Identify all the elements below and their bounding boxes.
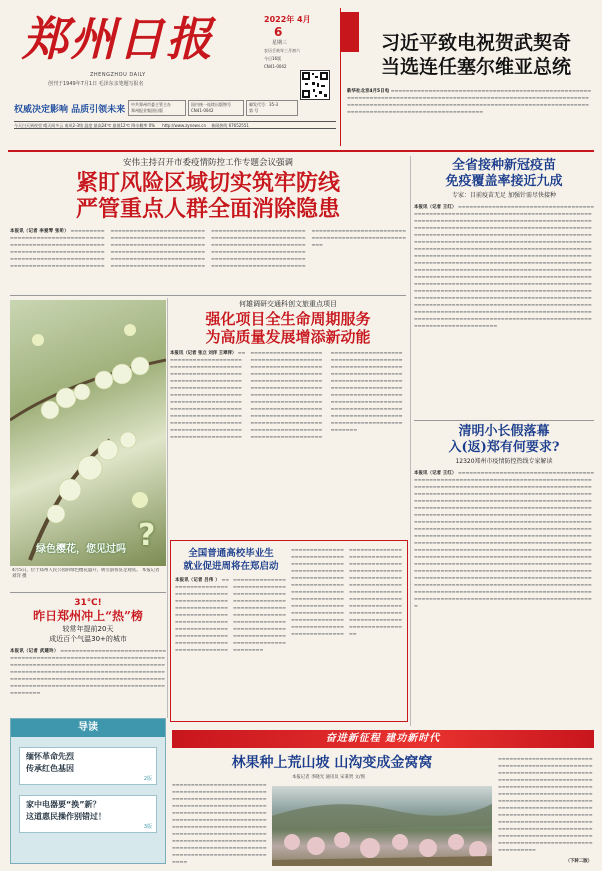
lead-story-kicker: 安伟主持召开市委疫情防控工作专题会议强调	[122, 158, 293, 168]
photo-feature	[10, 300, 166, 590]
qingming-title-2: 入(返)郑有何要求?	[448, 440, 560, 455]
forest-story	[172, 752, 594, 866]
lunar-date: 农历壬寅年三月初六	[264, 48, 300, 53]
forest-fill-left: ▬▬▬▬▬▬▬▬▬▬▬▬▬▬▬▬▬▬▬▬▬▬▬▬▬▬▬▬▬▬▬▬▬▬▬▬▬▬▬▬▬▬▬▬▬▬▬▬▬▬▬▬▬▬▬▬▬▬▬▬▬▬▬▬▬▬▬▬▬▬▬▬▬▬▬▬▬▬▬▬▬▬▬▬▬▬▬▬▬▬▬▬▬▬▬▬▬▬▬▬▬▬▬▬▬▬▬▬▬▬▬▬▬▬▬▬▬▬▬▬▬▬▬▬▬▬▬▬▬▬▬▬▬▬▬▬▬▬▬▬▬▬▬▬▬▬▬▬▬▬▬▬▬▬▬▬▬▬▬▬▬▬▬▬▬▬▬▬▬▬▬▬▬▬▬▬▬▬▬▬▬▬▬▬▬▬▬▬▬▬▬▬▬▬▬▬▬▬▬▬▬▬▬▬▬▬▬▬▬▬▬▬▬▬▬▬▬▬▬▬▬▬▬▬▬▬▬▬▬▬▬▬▬▬▬▬▬▬▬▬▬▬▬▬▬▬▬▬▬▬▬▬▬▬▬▬▬▬▬▬▬▬▬▬▬▬▬▬▬▬▬▬▬▬▬▬▬▬▬	[172, 782, 267, 864]
guide-box	[10, 718, 166, 864]
founding-info: 创刊于1949年7月1日 毛泽东亲笔题写报名	[48, 81, 144, 87]
photo-caption: 4月5日，位于郑州人民公园的绿色樱花盛开，吸引游客驻足观赏。 本报记者 刘洋 摄	[12, 568, 160, 579]
qr-code	[300, 70, 330, 100]
employment-story	[170, 540, 408, 722]
covid-dateline: 本报讯（记者 王红）	[414, 205, 457, 210]
qingming-dateline: 本报讯（记者 王红）	[414, 471, 457, 476]
info-box-1-line1: 中共郑州市委主管主办	[131, 102, 171, 107]
covid-title-1: 全省接种新冠疫苗	[451, 158, 556, 173]
weather-title: 昨日郑州冲上“热”榜	[33, 609, 143, 623]
forest-title: 林果种上荒山坡 山沟变成金窝窝	[231, 755, 433, 771]
info-box-2-line1: 国内统一连续出版物号	[191, 102, 231, 107]
qingming-story	[414, 424, 594, 724]
orchard-illustration	[272, 786, 492, 866]
guide-header-text: 导读	[78, 722, 98, 733]
info-box-3-line2: 第 号	[249, 108, 259, 113]
covid-title-2: 免疫覆盖率接近九成	[445, 174, 563, 189]
second-story-title-1: 强化项目全生命周期服务	[205, 310, 371, 328]
weather-story-fill: ▬▬▬▬▬▬▬▬▬▬▬▬▬▬▬▬▬▬▬▬▬▬▬▬▬▬▬▬▬▬▬▬▬▬▬▬▬▬▬▬▬▬▬▬▬▬▬▬▬▬▬▬▬▬▬▬▬▬▬▬▬▬▬▬▬▬▬▬▬▬▬▬▬▬▬▬▬▬▬▬▬▬▬▬▬▬▬▬▬▬▬▬▬▬▬▬▬▬▬▬▬▬▬▬▬▬▬▬▬▬▬▬▬▬▬▬▬▬▬▬▬▬▬▬▬▬▬▬▬▬▬▬▬▬▬▬▬▬▬▬▬▬▬▬▬▬▬▬▬▬▬▬▬▬▬▬▬▬▬▬▬▬▬▬▬▬▬▬▬▬▬▬▬▬▬▬▬▬▬▬▬▬▬▬▬▬▬▬▬▬▬▬▬▬▬▬▬▬▬▬▬▬▬▬▬▬▬▬▬▬▬▬▬▬▬▬▬▬▬▬▬▬▬▬▬▬▬▬▬▬▬▬▬▬▬▬▬▬▬▬▬	[10, 648, 166, 695]
second-story-fill: ▬▬▬▬▬▬▬▬▬▬▬▬▬▬▬▬▬▬▬▬▬▬▬▬▬▬▬▬▬▬▬▬▬▬▬▬▬▬▬▬▬▬▬▬▬▬▬▬▬▬▬▬▬▬▬▬▬▬▬▬▬▬▬▬▬▬▬▬▬▬▬▬▬▬▬▬▬▬▬▬▬▬▬▬▬▬▬▬▬▬▬▬▬▬▬▬▬▬▬▬▬▬▬▬▬▬▬▬▬▬▬▬▬▬▬▬▬▬▬▬▬▬▬▬▬▬▬▬▬▬▬▬▬▬▬▬▬▬▬▬▬▬▬▬▬▬▬▬▬▬▬▬▬▬▬▬▬▬▬▬▬▬▬▬▬▬▬▬▬▬▬▬▬▬▬▬▬▬▬▬▬▬▬▬▬▬▬▬▬▬▬▬▬▬▬▬▬▬▬▬▬▬▬▬▬▬▬▬▬▬▬▬▬▬▬▬▬▬▬▬▬▬▬▬▬▬▬▬▬▬▬▬▬▬▬▬▬▬▬▬▬▬▬▬▬▬▬▬▬▬▬▬▬▬▬▬▬▬▬▬▬▬▬▬▬▬▬▬▬▬▬▬▬▬▬▬▬▬▬▬▬▬▬▬▬▬▬▬▬▬▬▬▬▬▬▬▬▬▬▬▬▬▬▬▬▬▬▬▬▬▬▬▬▬▬▬▬▬▬▬▬▬▬▬▬▬▬▬▬▬▬▬▬▬▬▬▬▬▬▬▬▬▬▬▬▬▬▬▬▬▬▬▬▬▬▬▬▬▬▬▬▬▬▬▬▬▬▬▬▬▬▬▬▬▬▬▬▬▬▬▬▬▬▬▬▬▬▬▬▬▬▬▬▬▬▬▬▬▬▬▬▬▬▬▬▬▬▬▬▬▬▬▬▬▬▬▬▬▬▬▬▬▬▬▬▬▬▬▬▬▬▬▬▬▬▬▬▬▬▬▬▬▬▬▬▬▬▬▬▬▬▬▬▬▬▬▬▬▬▬▬▬▬▬▬▬▬▬▬▬▬▬▬▬▬▬▬▬▬▬▬▬▬▬▬▬▬▬▬▬▬▬▬▬▬▬▬▬▬▬▬▬▬▬▬▬▬▬▬▬▬▬▬▬▬▬▬▬▬▬▬▬▬▬▬▬▬▬▬▬▬▬▬▬▬▬▬▬▬▬▬▬▬▬▬▬▬▬▬▬▬▬▬▬▬▬▬▬▬▬▬▬▬▬▬▬▬▬▬▬▬▬▬▬▬▬▬▬▬▬▬▬▬▬▬▬▬▬▬▬▬▬▬▬▬▬▬▬▬▬▬▬▬▬▬▬▬▬▬▬▬▬▬▬▬▬▬▬▬▬▬▬▬▬▬▬▬▬▬▬▬▬▬▬▬▬▬▬▬▬▬▬▬▬▬▬▬▬▬▬▬▬▬▬▬▬▬▬▬▬▬▬▬▬▬▬▬▬▬▬▬▬▬▬▬▬▬▬▬▬▬▬▬▬▬▬▬▬▬▬▬▬▬	[170, 350, 403, 439]
forest-body-left	[172, 782, 268, 864]
top-story-body	[347, 88, 591, 144]
employment-fill-right: ▬▬▬▬▬▬▬▬▬▬▬▬▬▬▬▬▬▬▬▬▬▬▬▬▬▬▬▬▬▬▬▬▬▬▬▬▬▬▬▬▬▬▬▬▬▬▬▬▬▬▬▬▬▬▬▬▬▬▬▬▬▬▬▬▬▬▬▬▬▬▬▬▬▬▬▬▬▬▬▬▬▬▬▬▬▬▬▬▬▬▬▬▬▬▬▬▬▬▬▬▬▬▬▬▬▬▬▬▬▬▬▬▬▬▬▬▬▬▬▬▬▬▬▬▬▬▬▬▬▬▬▬▬▬▬▬▬▬▬▬▬▬▬▬▬▬▬▬▬▬▬▬▬▬▬▬▬▬▬▬▬▬▬▬▬▬▬▬▬▬▬▬▬▬▬▬▬▬▬▬▬▬▬▬▬▬▬▬▬▬▬▬▬▬▬▬▬▬▬▬▬▬▬▬▬▬▬▬▬▬▬▬▬▬▬▬▬▬▬▬▬▬▬▬▬▬▬▬▬▬▬▬▬▬▬▬▬▬▬▬▬▬▬▬▬▬▬▬▬▬▬▬▬▬▬▬▬▬▬▬▬▬▬▬▬▬▬▬▬▬▬▬▬▬▬▬▬▬▬▬▬▬▬▬▬▬▬▬▬▬▬▬▬▬▬▬▬▬▬▬▬▬▬▬▬▬▬▬▬▬▬▬▬▬▬▬▬▬▬▬▬▬▬▬▬▬▬▬▬▬▬▬▬▬▬▬▬▬▬▬▬▬▬▬▬▬▬▬▬▬▬▬	[291, 547, 402, 636]
logo-pinyin: ZHENGZHOU DAILY	[90, 72, 146, 78]
lead-story-title-2: 严管重点人群全面消除隐患	[75, 196, 340, 222]
second-story	[170, 298, 406, 538]
right-column-rule	[414, 420, 594, 421]
weather-story-dateline: 本报讯（记者 武建玲）	[10, 649, 59, 654]
weather-story	[10, 598, 166, 714]
banner-text: 奋进新征程 建功新时代	[325, 733, 441, 744]
info-box-1	[128, 100, 186, 116]
masthead-divider	[8, 150, 594, 152]
employment-dateline: 本报讯（记者 吕伟 ）	[175, 578, 220, 583]
top-story-title-2: 当选连任塞尔维亚总统	[380, 56, 571, 78]
forest-photo	[272, 786, 492, 866]
weather-temp: 31℃!	[74, 598, 102, 608]
top-story-fill: ▬▬▬▬▬▬▬▬▬▬▬▬▬▬▬▬▬▬▬▬▬▬▬▬▬▬▬▬▬▬▬▬▬▬▬▬▬▬▬▬▬▬▬▬▬▬▬▬▬▬▬▬▬▬▬▬▬▬▬▬▬▬▬▬▬▬▬▬▬▬▬▬▬▬▬▬▬▬▬▬▬▬▬▬▬▬▬▬▬▬▬▬▬▬▬▬▬▬▬▬▬▬▬▬▬▬▬▬▬▬▬▬▬▬▬▬▬▬▬▬▬▬▬▬▬▬▬▬▬▬▬▬▬▬▬▬▬▬▬▬▬▬▬▬▬▬▬▬▬▬▬▬▬▬▬▬▬▬▬▬▬▬▬▬▬▬▬▬▬▬▬▬▬▬▬▬▬▬▬▬▬▬▬▬▬▬▬▬▬▬▬▬▬▬▬▬▬▬▬▬▬▬▬▬▬▬▬▬▬▬▬▬▬▬▬▬▬	[347, 88, 591, 114]
guide-item-1-line1: 缅怀革命先烈	[26, 752, 74, 761]
weather-sub-2: 成近百个气温30+的城市	[49, 635, 127, 643]
employment-body-left	[175, 577, 287, 717]
top-story-flag	[341, 12, 359, 52]
photo-bottom-rule	[10, 592, 166, 593]
newspaper-logo: 郑州日报	[22, 12, 214, 66]
covid-subtitle: 专家：目前疫苗无足 加强针需尽快接种	[452, 192, 556, 199]
theme-banner	[172, 730, 594, 748]
forest-continued: （下转二版）	[565, 859, 592, 864]
qingming-title-1: 清明小长假落幕	[458, 424, 550, 439]
guide-item-2-page: 3版	[143, 824, 152, 830]
weather-text: 今天白天到夜里 晴天间多云 南风2-3级 温度 最高24℃ 最低12℃ 降水概率 0%	[14, 123, 155, 128]
covid-story-body	[414, 204, 594, 416]
date-year-month: 2022年 4月	[264, 15, 311, 24]
employment-title-2: 就业促进周将在郑启动	[183, 561, 279, 572]
forest-byline: 本报记者 李晓光 通讯员 宋秉贤 文/图	[292, 775, 365, 780]
lead-story-dateline: 本报讯（记者 李爱琴 张昕）	[10, 229, 69, 234]
second-story-dateline: 本报讯（记者 张立 刘洋 王翠萍）	[170, 351, 237, 356]
top-story-dateline: 新华社北京4月5日电	[347, 89, 390, 94]
second-story-kicker: 何雄调研交通科创文旅重点项目	[239, 300, 337, 308]
lead-story-fill: ▬▬▬▬▬▬▬▬▬▬▬▬▬▬▬▬▬▬▬▬▬▬▬▬▬▬▬▬▬▬▬▬▬▬▬▬▬▬▬▬▬▬▬▬▬▬▬▬▬▬▬▬▬▬▬▬▬▬▬▬▬▬▬▬▬▬▬▬▬▬▬▬▬▬▬▬▬▬▬▬▬▬▬▬▬▬▬▬▬▬▬▬▬▬▬▬▬▬▬▬▬▬▬▬▬▬▬▬▬▬▬▬▬▬▬▬▬▬▬▬▬▬▬▬▬▬▬▬▬▬▬▬▬▬▬▬▬▬▬▬▬▬▬▬▬▬▬▬▬▬▬▬▬▬▬▬▬▬▬▬▬▬▬▬▬▬▬▬▬▬▬▬▬▬▬▬▬▬▬▬▬▬▬▬▬▬▬▬▬▬▬▬▬▬▬▬▬▬▬▬▬▬▬▬▬▬▬▬▬▬▬▬▬▬▬▬▬▬▬▬▬▬▬▬▬▬▬▬▬▬▬▬▬▬▬▬▬▬▬▬▬▬▬▬▬▬▬▬▬▬▬▬▬▬▬▬▬▬▬▬▬▬▬▬▬▬▬▬▬▬▬▬▬▬▬▬▬▬▬▬▬▬▬▬▬▬▬▬▬▬▬▬▬▬▬▬▬▬▬▬▬▬▬▬▬▬▬▬▬▬▬▬▬▬▬▬▬▬▬▬▬▬▬▬▬▬▬▬▬▬▬▬▬▬▬▬▬▬▬▬▬▬▬▬▬▬▬▬▬▬▬▬▬▬▬▬▬▬▬▬▬▬▬▬▬▬▬▬▬▬▬▬▬▬▬▬▬▬▬▬▬▬▬▬▬▬▬▬▬▬▬▬▬▬▬▬▬▬▬▬▬▬▬▬▬▬▬▬▬▬▬▬▬▬▬▬▬▬▬▬▬▬▬▬▬▬▬▬▬▬▬▬▬▬▬▬▬▬▬▬▬▬▬▬▬▬▬▬▬▬▬▬▬▬▬▬▬▬▬▬▬▬▬▬▬▬▬▬▬▬▬▬▬▬▬▬▬▬▬▬▬▬▬▬▬▬▬	[10, 228, 406, 268]
date-day: 6	[274, 25, 283, 39]
guide-item-2-line1: 家中电器要“换”新？	[26, 800, 101, 809]
guide-item-1-page: 2版	[143, 776, 152, 782]
qr-code-icon	[301, 71, 329, 99]
guide-item-2[interactable]	[19, 795, 157, 833]
qingming-story-body	[414, 470, 594, 722]
qingming-subtitle: 12320郑州市疫情防控热线专家解读	[455, 458, 553, 465]
info-box-3	[246, 100, 298, 116]
guide-item-1[interactable]	[19, 747, 157, 785]
cherry-blossom-photo	[10, 300, 166, 566]
cn-code: CN41-0042	[264, 64, 287, 69]
employment-body-right	[291, 547, 403, 717]
column-divider-right	[410, 156, 411, 726]
employment-title-block	[175, 547, 287, 573]
forest-body-right	[498, 756, 594, 856]
second-story-title-2: 为高质量发展增添新动能	[205, 328, 371, 346]
lead-story	[10, 156, 406, 292]
covid-story	[414, 158, 594, 418]
qingming-fill: ▬▬▬▬▬▬▬▬▬▬▬▬▬▬▬▬▬▬▬▬▬▬▬▬▬▬▬▬▬▬▬▬▬▬▬▬▬▬▬▬▬▬▬▬▬▬▬▬▬▬▬▬▬▬▬▬▬▬▬▬▬▬▬▬▬▬▬▬▬▬▬▬▬▬▬▬▬▬▬▬▬▬▬▬▬▬▬▬▬▬▬▬▬▬▬▬▬▬▬▬▬▬▬▬▬▬▬▬▬▬▬▬▬▬▬▬▬▬▬▬▬▬▬▬▬▬▬▬▬▬▬▬▬▬▬▬▬▬▬▬▬▬▬▬▬▬▬▬▬▬▬▬▬▬▬▬▬▬▬▬▬▬▬▬▬▬▬▬▬▬▬▬▬▬▬▬▬▬▬▬▬▬▬▬▬▬▬▬▬▬▬▬▬▬▬▬▬▬▬▬▬▬▬▬▬▬▬▬▬▬▬▬▬▬▬▬▬▬▬▬▬▬▬▬▬▬▬▬▬▬▬▬▬▬▬▬▬▬▬▬▬▬▬▬▬▬▬▬▬▬▬▬▬▬▬▬▬▬▬▬▬▬▬▬▬▬▬▬▬▬▬▬▬▬▬▬▬▬▬▬▬▬▬▬▬▬▬▬▬▬▬▬▬▬▬▬▬▬▬▬▬▬▬▬▬▬▬▬▬▬▬▬▬▬▬▬▬▬▬▬▬▬▬▬▬▬▬▬▬▬▬▬▬▬▬▬▬▬▬▬▬▬▬▬▬▬▬▬▬▬▬▬▬▬▬▬▬▬▬▬▬▬▬▬▬▬▬▬▬▬▬▬▬▬▬▬▬▬▬▬▬▬▬▬▬▬▬▬▬▬▬▬▬▬▬▬▬▬▬▬▬▬▬▬▬▬▬▬▬▬▬▬▬▬▬▬▬▬▬▬▬▬▬▬▬▬▬▬▬▬▬▬▬▬▬▬▬▬▬▬▬▬▬▬▬▬▬▬▬▬▬▬▬▬▬▬▬▬▬▬▬▬▬▬▬▬▬▬▬▬▬▬▬▬▬▬▬▬▬▬▬▬▬▬▬▬▬▬▬▬▬▬▬▬▬▬▬▬▬▬▬▬▬▬▬▬▬▬▬▬▬▬▬▬▬▬▬▬▬▬▬▬▬▬▬▬▬▬▬▬▬▬▬▬▬▬▬▬▬▬▬▬▬▬▬▬▬▬▬▬▬▬▬▬▬▬▬▬▬▬▬▬▬▬▬▬▬▬▬▬▬▬▬▬▬▬▬▬▬▬▬▬▬▬▬▬▬▬▬▬▬▬▬▬▬▬▬▬▬▬▬▬▬▬▬▬▬▬▬▬▬▬▬▬▬▬▬▬▬▬▬▬▬▬▬▬▬▬▬▬▬▬▬▬▬▬▬▬▬▬▬▬▬▬▬▬▬▬▬▬▬▬▬▬▬▬▬▬▬▬▬▬▬▬▬▬▬▬▬▬▬▬▬▬▬▬▬▬▬▬▬▬▬▬▬▬▬▬▬▬▬▬▬▬▬▬▬▬▬▬▬▬▬▬▬▬▬▬▬▬▬▬▬▬▬▬▬▬▬▬▬▬▬▬▬▬▬▬▬▬▬▬▬▬▬▬▬▬▬▬▬▬▬▬▬▬▬▬▬▬▬▬▬▬▬▬▬▬▬▬▬▬▬▬▬▬▬▬▬▬▬▬▬▬▬▬▬▬▬▬▬▬▬▬▬▬▬▬▬▬▬▬▬▬▬▬▬▬▬▬▬▬▬▬▬▬▬▬▬▬▬▬▬▬▬▬▬▬▬▬▬▬▬▬▬▬▬▬▬▬▬▬▬▬▬▬▬▬▬▬▬▬▬▬▬▬▬▬▬▬▬▬▬▬▬▬▬▬▬▬▬▬▬▬▬▬▬▬▬▬▬▬▬▬▬▬▬▬▬▬▬▬▬	[414, 470, 594, 608]
photo-column-divider	[167, 298, 168, 718]
hotline-text: 新闻热线 67652551	[211, 123, 249, 128]
edition-info: 今日16版	[264, 56, 282, 61]
info-box-2	[188, 100, 244, 116]
info-box-2-line2: CN41-0042	[191, 108, 214, 113]
forest-fill-right: ▬▬▬▬▬▬▬▬▬▬▬▬▬▬▬▬▬▬▬▬▬▬▬▬▬▬▬▬▬▬▬▬▬▬▬▬▬▬▬▬▬▬▬▬▬▬▬▬▬▬▬▬▬▬▬▬▬▬▬▬▬▬▬▬▬▬▬▬▬▬▬▬▬▬▬▬▬▬▬▬▬▬▬▬▬▬▬▬▬▬▬▬▬▬▬▬▬▬▬▬▬▬▬▬▬▬▬▬▬▬▬▬▬▬▬▬▬▬▬▬▬▬▬▬▬▬▬▬▬▬▬▬▬▬▬▬▬▬▬▬▬▬▬▬▬▬▬▬▬▬▬▬▬▬▬▬▬▬▬▬▬▬▬▬▬▬▬▬▬▬▬▬▬▬▬▬▬▬▬▬▬▬▬▬▬▬▬▬▬▬▬▬▬▬▬▬▬▬▬▬▬▬▬▬▬▬▬▬▬▬▬▬▬▬▬▬▬▬▬▬▬▬▬▬▬▬▬▬▬▬▬▬▬▬▬▬▬▬▬▬▬▬▬▬▬▬▬▬▬▬▬▬▬▬▬▬▬▬▬▬▬▬▬▬▬▬▬▬▬▬▬▬▬▬▬▬▬▬▬▬▬▬▬▬▬▬▬▬▬▬▬▬▬▬▬▬▬▬▬▬▬▬▬▬▬▬▬▬▬▬▬▬▬▬▬▬▬▬▬▬▬▬▬▬▬▬▬▬▬▬▬▬▬▬▬	[498, 756, 593, 852]
lead-story-body	[10, 228, 406, 292]
photo-title: 绿色樱花，您见过吗	[36, 544, 126, 555]
second-story-body	[170, 350, 406, 536]
employment-title-1: 全国普通高校毕业生	[188, 548, 274, 559]
covid-fill: ▬▬▬▬▬▬▬▬▬▬▬▬▬▬▬▬▬▬▬▬▬▬▬▬▬▬▬▬▬▬▬▬▬▬▬▬▬▬▬▬▬▬▬▬▬▬▬▬▬▬▬▬▬▬▬▬▬▬▬▬▬▬▬▬▬▬▬▬▬▬▬▬▬▬▬▬▬▬▬▬▬▬▬▬▬▬▬▬▬▬▬▬▬▬▬▬▬▬▬▬▬▬▬▬▬▬▬▬▬▬▬▬▬▬▬▬▬▬▬▬▬▬▬▬▬▬▬▬▬▬▬▬▬▬▬▬▬▬▬▬▬▬▬▬▬▬▬▬▬▬▬▬▬▬▬▬▬▬▬▬▬▬▬▬▬▬▬▬▬▬▬▬▬▬▬▬▬▬▬▬▬▬▬▬▬▬▬▬▬▬▬▬▬▬▬▬▬▬▬▬▬▬▬▬▬▬▬▬▬▬▬▬▬▬▬▬▬▬▬▬▬▬▬▬▬▬▬▬▬▬▬▬▬▬▬▬▬▬▬▬▬▬▬▬▬▬▬▬▬▬▬▬▬▬▬▬▬▬▬▬▬▬▬▬▬▬▬▬▬▬▬▬▬▬▬▬▬▬▬▬▬▬▬▬▬▬▬▬▬▬▬▬▬▬▬▬▬▬▬▬▬▬▬▬▬▬▬▬▬▬▬▬▬▬▬▬▬▬▬▬▬▬▬▬▬▬▬▬▬▬▬▬▬▬▬▬▬▬▬▬▬▬▬▬▬▬▬▬▬▬▬▬▬▬▬▬▬▬▬▬▬▬▬▬▬▬▬▬▬▬▬▬▬▬▬▬▬▬▬▬▬▬▬▬▬▬▬▬▬▬▬▬▬▬▬▬▬▬▬▬▬▬▬▬▬▬▬▬▬▬▬▬▬▬▬▬▬▬▬▬▬▬▬▬▬▬▬▬▬▬▬▬▬▬▬▬▬▬▬▬▬▬▬▬▬▬▬▬▬▬▬▬▬▬▬▬▬▬▬▬▬▬▬▬▬▬▬▬▬▬▬▬▬▬▬▬▬▬▬▬▬▬▬▬▬▬▬▬▬▬▬▬▬▬▬▬▬▬▬▬▬▬▬▬▬▬▬▬▬▬▬▬▬▬▬▬▬▬▬▬▬▬▬▬▬▬▬▬▬▬▬▬▬▬▬▬▬▬▬▬▬▬▬▬▬▬▬▬▬▬▬▬▬▬▬▬▬▬▬▬▬▬▬▬▬▬▬▬▬▬▬▬▬▬▬▬▬▬▬▬▬▬▬▬▬▬▬▬▬▬▬▬▬▬▬▬▬▬▬▬▬▬▬▬▬▬▬▬▬▬▬▬▬▬▬▬▬▬▬▬▬▬▬▬▬▬▬▬▬▬▬▬▬▬▬▬▬▬▬▬▬▬▬▬▬▬▬▬▬▬▬▬▬▬▬▬▬▬▬▬▬▬▬▬▬▬▬▬▬▬▬▬▬▬▬▬▬▬▬▬▬▬▬▬▬▬▬▬▬▬▬▬▬▬▬▬▬▬▬▬▬▬▬▬▬▬▬▬▬▬▬▬▬▬▬▬▬▬▬▬▬▬▬▬▬▬▬▬▬▬▬▬▬▬▬▬▬▬▬▬▬▬▬▬▬▬▬▬▬▬▬▬▬▬▬▬▬▬▬▬▬▬▬▬▬▬▬▬▬▬▬▬▬▬▬▬▬▬▬▬▬▬▬▬▬▬▬▬▬▬▬▬▬▬▬▬▬▬▬▬▬▬▬▬▬▬▬▬▬▬	[414, 204, 594, 328]
top-story	[340, 8, 592, 146]
lead-bottom-rule	[10, 295, 406, 296]
website-text: http://www.zynews.cn	[162, 123, 207, 128]
info-box-3-line1: 邮发代号：35-3	[249, 102, 279, 107]
slogan: 权威决定影响 品质引领未来	[14, 105, 126, 115]
guide-item-1-line2: 传承红色基因	[26, 764, 74, 773]
weather-bar	[14, 121, 336, 129]
guide-header	[11, 719, 165, 737]
weather-story-body	[10, 648, 166, 712]
weekday: 星期三	[272, 40, 288, 46]
top-story-title-1: 习近平致电祝贺武契奇	[380, 32, 571, 54]
question-mark-icon: ?	[138, 518, 156, 553]
employment-fill-left: ▬▬▬▬▬▬▬▬▬▬▬▬▬▬▬▬▬▬▬▬▬▬▬▬▬▬▬▬▬▬▬▬▬▬▬▬▬▬▬▬▬▬▬▬▬▬▬▬▬▬▬▬▬▬▬▬▬▬▬▬▬▬▬▬▬▬▬▬▬▬▬▬▬▬▬▬▬▬▬▬▬▬▬▬▬▬▬▬▬▬▬▬▬▬▬▬▬▬▬▬▬▬▬▬▬▬▬▬▬▬▬▬▬▬▬▬▬▬▬▬▬▬▬▬▬▬▬▬▬▬▬▬▬▬▬▬▬▬▬▬▬▬▬▬▬▬▬▬▬▬▬▬▬▬▬▬▬▬▬▬▬▬▬▬▬▬▬▬▬▬▬▬▬▬▬▬▬▬▬▬▬▬▬▬▬▬▬▬▬▬▬▬▬▬▬▬▬▬▬▬▬▬▬▬▬▬▬▬▬▬▬▬▬▬▬▬▬▬▬▬▬▬▬▬▬▬▬▬▬▬▬▬▬▬▬▬▬▬▬▬▬▬▬▬▬▬▬▬▬▬▬▬▬▬▬▬▬▬▬▬▬▬▬▬▬▬▬▬▬▬▬▬▬▬▬▬▬▬▬▬▬▬▬▬▬▬▬▬▬▬	[175, 577, 286, 652]
weather-sub-1: 较常年提前20天	[62, 625, 114, 633]
info-box-1-line2: 郑州报业集团出版	[131, 108, 163, 113]
guide-item-2-line2: 这道惠民操作别错过！	[26, 812, 106, 821]
lead-story-title-1: 紧盯风险区域切实筑牢防线	[75, 170, 340, 196]
